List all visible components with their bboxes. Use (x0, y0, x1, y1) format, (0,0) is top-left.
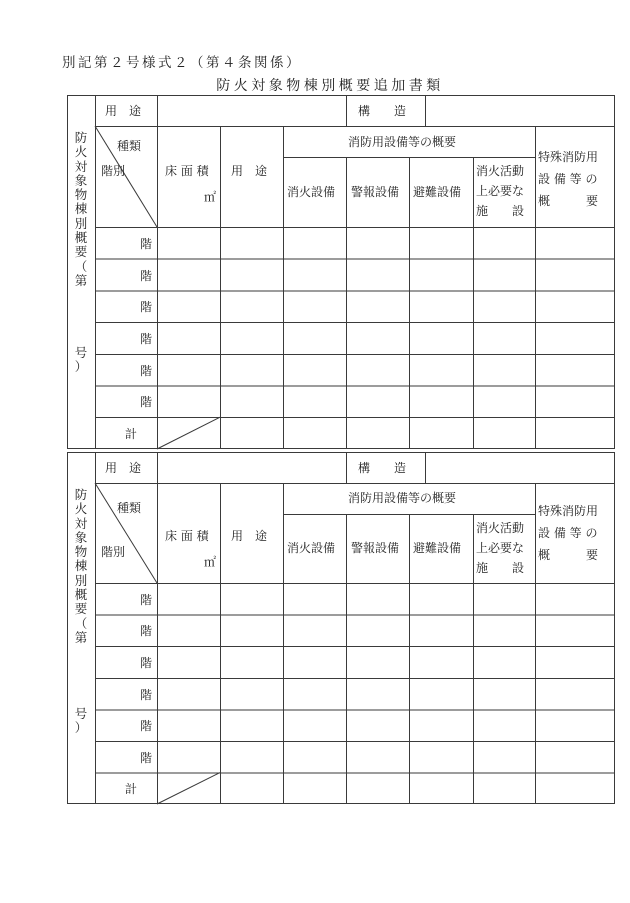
firefighting-facility-label-line: 消火活動 (476, 521, 525, 535)
side-label-top-char: 棟 (74, 201, 88, 217)
total-label: 計 (125, 782, 138, 797)
side-label-top-char: 第 (74, 272, 88, 288)
side-label-top-char: （ (74, 258, 88, 274)
side-label-bottom (67, 346, 95, 375)
kind-label: 種類 (117, 501, 142, 515)
alarm-equipment-label: 警報設備 (351, 541, 400, 555)
special-equipment-label-line: 特殊消防用 (538, 504, 599, 518)
use-label: 用 途 (105, 461, 142, 475)
special-equipment-label-line: 特殊消防用 (538, 150, 599, 164)
side-label-bottom-char: ） (74, 359, 88, 375)
floor-row-suffix: 階 (140, 750, 153, 765)
floor-row-suffix: 階 (140, 395, 153, 410)
firefighting-facility-label-line: 施 設 (476, 204, 525, 218)
total-area-slash (157, 417, 220, 449)
structure-label: 構 造 (358, 104, 407, 118)
use-label: 用 途 (105, 104, 142, 118)
floor-row-suffix: 階 (140, 624, 153, 639)
floor-row-suffix: 階 (140, 331, 153, 346)
side-label-top-char: 別 (74, 215, 88, 231)
side-label-bottom-char: ） (74, 720, 88, 736)
total-area-slash (157, 773, 220, 804)
side-label-top-char: 対 (74, 515, 88, 531)
floor-row-suffix: 階 (140, 268, 153, 283)
evacuation-equipment-label: 避難設備 (413, 185, 462, 199)
evacuation-equipment-label: 避難設備 (413, 541, 462, 555)
floor-row-suffix: 階 (140, 592, 153, 607)
side-label-top-char: 概 (74, 230, 88, 246)
side-label-top-char: 物 (74, 544, 88, 560)
special-equipment-label (538, 500, 598, 566)
floor-row-suffix: 階 (140, 719, 153, 734)
side-label-top-char: 対 (74, 158, 88, 174)
fire-extinguishing-label: 消火設備 (287, 185, 336, 199)
side-label-top-char: 概 (74, 587, 88, 603)
building-summary-sheet-2 (67, 452, 615, 804)
floor-row-suffix: 階 (140, 236, 153, 251)
header-diagonal (95, 483, 157, 583)
usage-column-label: 用 途 (231, 529, 268, 543)
document-title: 防火対象物棟別概要追加書類 (216, 78, 444, 94)
firefighting-facility-label-line: 上必要な (476, 184, 525, 198)
side-label-top-char: 防 (74, 130, 88, 145)
firefighting-facility-label-line: 上必要な (476, 541, 525, 555)
side-label-top-char: 火 (74, 501, 88, 517)
total-label: 計 (125, 427, 138, 442)
alarm-equipment-label: 警報設備 (351, 185, 400, 199)
floor-row-suffix: 階 (140, 656, 153, 670)
form-identifier: 別記第２号様式２（第４条関係） (62, 55, 302, 71)
firefighting-facility-label (476, 161, 524, 221)
floor-label: 階別 (101, 545, 126, 559)
side-label-top-char: 要 (74, 601, 88, 617)
side-label-top (67, 488, 95, 645)
side-label-top-char: 防 (74, 487, 88, 502)
equipment-group-label: 消防用設備等の概要 (348, 491, 457, 505)
firefighting-facility-label-line: 施 設 (476, 561, 525, 575)
floor-area-label: 床 面 積 (165, 164, 209, 178)
side-label-top-char: 象 (74, 529, 88, 545)
floor-label: 階別 (101, 164, 126, 178)
floor-row-suffix: 階 (140, 363, 153, 378)
side-label-bottom (67, 707, 95, 736)
side-label-top-char: 棟 (74, 558, 88, 574)
side-label-top-char: 物 (74, 187, 88, 203)
usage-column-label: 用 途 (231, 164, 268, 178)
equipment-group-label: 消防用設備等の概要 (348, 135, 457, 149)
floor-area-label: 床 面 積 (165, 529, 209, 543)
floor-row-suffix: 階 (140, 687, 153, 702)
fire-extinguishing-label: 消火設備 (287, 541, 336, 555)
special-equipment-label-line: 設 備 等 の (538, 172, 598, 186)
side-label-bottom-char: 号 (74, 345, 88, 360)
side-label-top-char: 火 (74, 144, 88, 160)
side-label-top-char: 要 (74, 244, 88, 260)
building-summary-sheet-1 (67, 95, 615, 449)
firefighting-facility-label-line: 消火活動 (476, 164, 525, 178)
area-unit: ㎡ (204, 190, 217, 204)
special-equipment-label-line: 設 備 等 の (538, 526, 598, 540)
special-equipment-label-line: 概 要 (538, 548, 599, 562)
special-equipment-label (538, 146, 598, 212)
side-label-bottom-char: 号 (74, 706, 88, 721)
floor-row-suffix: 階 (140, 300, 153, 315)
structure-label: 構 造 (358, 461, 407, 475)
side-label-top (67, 131, 95, 288)
side-label-top-char: （ (74, 615, 88, 631)
area-unit: ㎡ (204, 555, 217, 569)
special-equipment-label-line: 概 要 (538, 194, 599, 208)
kind-label: 種類 (117, 139, 142, 153)
side-label-top-char: 象 (74, 172, 88, 188)
side-label-top-char: 第 (74, 629, 88, 645)
side-label-top-char: 別 (74, 572, 88, 588)
firefighting-facility-label (476, 518, 524, 578)
